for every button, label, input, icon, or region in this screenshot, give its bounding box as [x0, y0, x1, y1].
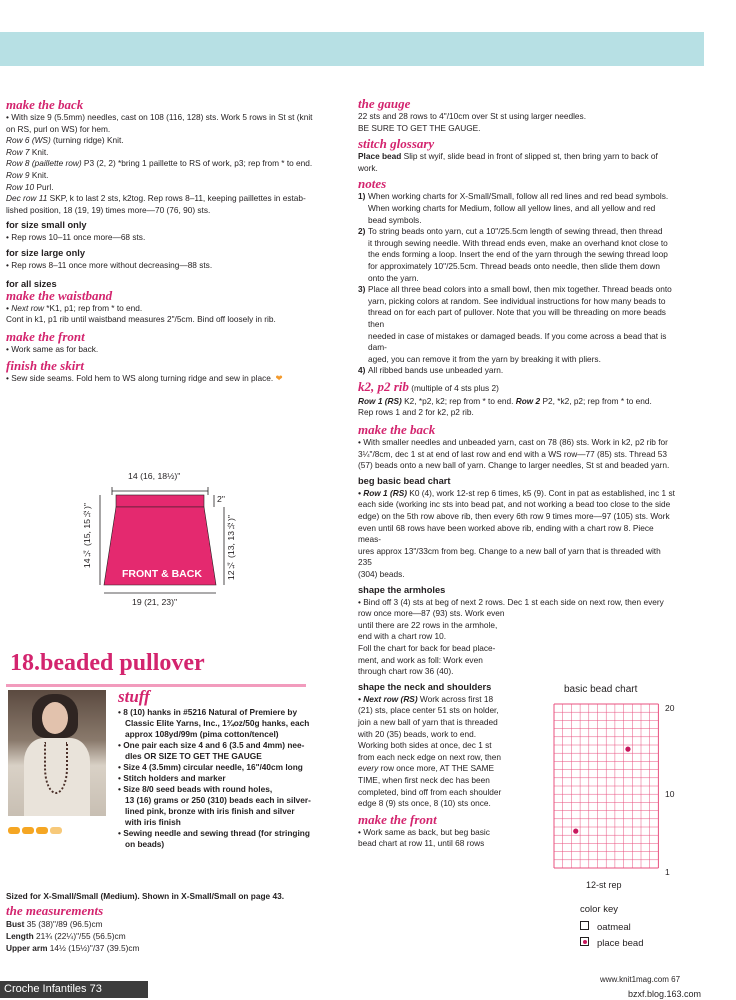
- pfront-line: bead chart at row 11, until 68 rows: [358, 838, 485, 849]
- beg-line: • Row 1 (RS) K0 (4), work 12-st rep 6 times, k5 (9). Cont in pat as established, inc 1 st: [358, 487, 675, 498]
- small-heading: for size small only: [6, 220, 87, 231]
- finish-text: • Sew side seams. Fold hem to WS along turning ridge and sew in place. ❤: [6, 373, 283, 384]
- stuff-line: Classic Elite Yarns, Inc., 1¾oz/50g hanks, each: [125, 718, 310, 728]
- beg-line: edge) on the 5th row above rib, then every 6th row 9 times more—97 (105) sts. Work: [358, 511, 670, 522]
- neck-line: TIME, when first neck dec has been: [358, 774, 490, 785]
- stuff-line: • Sewing needle and sewing thread (for stringing: [118, 828, 310, 838]
- row6-line: Row 6 (WS) (turning ridge) Knit.: [6, 135, 124, 146]
- upper-arm-line: Upper arm 14½ (15½)"/37 (39.5)cm: [6, 943, 140, 953]
- sized-line: Sized for X-Small/Small (Medium). Shown in X-Small/Small on page 43.: [6, 891, 284, 901]
- note-3: 3) Place all three bead colors into a small bowl, then mix together. Thread beads onto: [358, 284, 672, 295]
- header-band: [0, 32, 704, 66]
- glossary-line-2: work.: [358, 162, 378, 173]
- bead-chart: [540, 680, 700, 950]
- pback-line: (57) beads onto a new ball of yarn. Change to larger needles, St st and beaded yarn.: [358, 460, 670, 471]
- neck-line: (21) sts, place center 51 sts on holder,: [358, 705, 499, 716]
- stuff-line: on beads): [125, 839, 165, 849]
- skirt-schematic: [82, 465, 250, 615]
- rib-heading: k2, p2 rib (multiple of 4 sts plus 2): [358, 378, 499, 394]
- front-text: • Work same as for back.: [6, 343, 99, 354]
- small-text: • Rep rows 10–11 once more—68 sts.: [6, 232, 146, 243]
- note-2: 2) To string beads onto yarn, cut a 10"/25.5cm length of sewing thread, then thread: [358, 226, 663, 237]
- note-1-line: When working charts for Medium, follow all yellow lines, and all yellow and red: [368, 202, 656, 213]
- row-label-1: 1: [665, 867, 670, 877]
- pfront-line: • Work same as back, but beg basic: [358, 826, 490, 837]
- neck-line: join a new ball of yarn that is threaded: [358, 716, 498, 727]
- stuff-line: • Size 4 (3.5mm) circular needle, 16"/40cm long: [118, 762, 303, 772]
- beg-line: even until 68 rows have been worked above rib, ending with a chart row 8. Piece meas-: [358, 522, 654, 545]
- stuff-line: approx 108yd/99m (pima cotton/tencel): [125, 729, 279, 739]
- all-heading: for all sizes: [6, 278, 57, 289]
- neck-line: • Next row (RS) Work across first 18: [358, 693, 494, 704]
- back-text-1: • With size 9 (5.5mm) needles, cast on 108 (116, 128) sts. Work 5 rows in St st (knit: [6, 112, 313, 122]
- waistband-heading: make the waistband: [6, 287, 113, 303]
- skill-icon: [8, 827, 20, 834]
- glossary-line: Place bead Slip st wyif, slide bead in front of slipped st, then bring yarn to back of: [358, 151, 658, 162]
- stuff-heading: stuff: [118, 687, 150, 706]
- stuff-line: • Stitch holders and marker: [118, 773, 226, 783]
- materials-list: [118, 686, 338, 850]
- note-3-line: needed in case of mistakes or damaged beads. If you come across a bead that is dam-: [368, 330, 667, 353]
- neck-line: from each neck edge on next row, then: [358, 751, 501, 762]
- note-3-line: thread on for each part of pullover. Note that you will be threading on more beads then: [368, 307, 666, 329]
- skirt-piece-label: FRONT & BACK: [122, 568, 202, 580]
- note-2-line: onto the yarn.: [368, 272, 419, 283]
- bead-chart-grid: [540, 700, 700, 900]
- glossary-heading: stitch glossary: [358, 136, 435, 152]
- skill-icon: [50, 827, 62, 834]
- note-3-line: aged, you can remove it from the yarn by breaking it with pliers.: [368, 353, 601, 364]
- note-1: 1) When working charts for X-Small/Small, follow all red lines and red bead symbols.: [358, 191, 669, 202]
- finish-heading: finish the skirt: [6, 358, 85, 374]
- armholes-heading: shape the armholes: [358, 584, 446, 595]
- waist-line: • Next row *K1, p1; rep from * to end.: [6, 302, 143, 313]
- front-heading: make the front: [6, 328, 85, 344]
- row7-line: Row 7 Knit.: [6, 146, 49, 157]
- arm-line: until there are 22 rows in the armhole,: [358, 619, 498, 630]
- back-text-2: on RS, purl on WS) for hem.: [6, 123, 111, 134]
- skill-icon: [22, 827, 34, 834]
- stuff-line: dles OR SIZE TO GET THE GAUGE: [125, 751, 262, 761]
- skirt-left-length: 14¼ (15, 15½)": [82, 503, 92, 569]
- neck-line: with 20 (35) beads, work to end.: [358, 728, 477, 739]
- row9-line: Row 9 Knit.: [6, 169, 49, 180]
- neck-heading: shape the neck and shoulders: [358, 681, 492, 692]
- arm-line: through chart row 36 (40).: [358, 666, 454, 677]
- beg-line: each side (working inc sts into bead pat, and not working a bead too close to the side: [358, 499, 671, 510]
- beg-line: ures approx 13"/33cm from beg. Change to a new ball of yarn that is threaded with 235: [358, 545, 661, 568]
- bead-mark: [573, 829, 578, 834]
- beg-line: (304) beads.: [358, 569, 405, 579]
- rib-line: Row 1 (RS) K2, *p2, k2; rep from * to end. Row 2 P2, *k2, p2; rep from * to end.: [358, 395, 652, 406]
- skill-icon: [36, 827, 48, 834]
- large-heading: for size large only: [6, 247, 86, 258]
- row-label-10: 10: [665, 789, 675, 799]
- pullover-title: 18.beaded pullover: [10, 650, 205, 676]
- arm-line: • Bind off 3 (4) sts at beg of next 2 rows. Dec 1 st each side on next row, then every: [358, 596, 664, 607]
- oatmeal-swatch-icon: [580, 921, 589, 930]
- note-1-line: bead symbols.: [368, 214, 422, 225]
- arm-line: ment, and work as foll: Work even: [358, 654, 483, 665]
- blog-url: bzxf.blog.163.com: [628, 989, 702, 999]
- gauge-text-2: BE SURE TO GET THE GAUGE.: [358, 122, 481, 133]
- note-2-line: for approximately 10"/25.5cm. Thread beads onto needle, then slide them down: [368, 260, 660, 271]
- neck-line: every row once more, AT THE SAME: [358, 763, 495, 774]
- large-text: • Rep rows 8–11 once more without decreasing—88 sts.: [6, 259, 213, 270]
- dec-line-2: lished position, 18 (19, 19) times more—70 (76, 90) sts.: [6, 204, 211, 215]
- page-number: www.knit1mag.com 67: [600, 975, 681, 984]
- row-label-20: 20: [665, 703, 675, 713]
- notes-heading: notes: [358, 176, 387, 192]
- row10-line: Row 10 Purl.: [6, 181, 54, 192]
- arm-line: Foll the chart for back for bead place-: [358, 642, 496, 653]
- bead-chart-title: basic bead chart: [564, 684, 638, 695]
- skirt-top-width: 14 (16, 18½)": [128, 471, 181, 481]
- bead-chart-heading: beg basic bead chart: [358, 475, 451, 486]
- rib-line-2: Rep rows 1 and 2 for k2, p2 rib.: [358, 407, 474, 418]
- stuff-line: 13 (16) grams or 250 (310) beads each in silver-: [125, 795, 311, 805]
- neck-line: Working both sides at once, dec 1 st: [358, 740, 492, 751]
- skirt-right-length: 12¼ (13, 13½)": [226, 515, 236, 581]
- note-4: 4) All ribbed bands use unbeaded yarn.: [358, 365, 504, 376]
- back-heading: make the back: [6, 97, 84, 112]
- note-3-line: yarn, picking colors at random. See individual instructions for how many beads to: [368, 295, 666, 306]
- color-key-title: color key: [580, 904, 619, 915]
- neck-line: edge 8 (9) sts once, 8 (10) sts once.: [358, 798, 491, 809]
- skirt-bottom-width: 19 (21, 23)": [132, 597, 178, 607]
- watermark-footer: Croche Infantiles 73: [0, 981, 148, 998]
- end-heart-icon: ❤: [275, 373, 283, 384]
- row8-line: Row 8 (paillette row) P3 (2, 2) *bring 1 paillette to RS of work, p3; rep from * to end.: [6, 158, 313, 169]
- neck-line: completed, bind off from each shoulder: [358, 786, 502, 797]
- key-place-bead: place bead: [580, 937, 643, 949]
- stuff-line: • One pair each size 4 and 6 (3.5 and 4mm) nee-: [118, 740, 305, 750]
- length-line: Length 21¾ (22¼)"/55 (56.5)cm: [6, 931, 126, 941]
- arm-line: end with a chart row 10.: [358, 631, 447, 642]
- key-oatmeal: oatmeal: [580, 921, 631, 933]
- skill-level-icons: [8, 821, 64, 839]
- bust-line: Bust 35 (38)"/89 (96.5)cm: [6, 919, 103, 929]
- skirt-waist-height: 2": [217, 494, 225, 504]
- stuff-line: • Size 8/0 seed beads with round holes,: [118, 784, 273, 794]
- waist-line-2: Cont in k1, p1 rib until waistband measures 2"/5cm. Bind off loosely in rib.: [6, 314, 276, 325]
- measurements-heading: the measurements: [6, 903, 104, 918]
- note-2-line: the ends forming a loop. Insert the end of the yarn through the sewing thread loop: [368, 249, 668, 260]
- model-photo: [8, 690, 106, 816]
- repeat-label: 12-st rep: [586, 880, 622, 890]
- measurements-block: [6, 890, 344, 954]
- left-column: [6, 96, 344, 385]
- pullover-front-heading: make the front: [358, 811, 437, 827]
- pback-line: • With smaller needles and unbeaded yarn, cast on 78 (86) sts. Work in k2, p2 rib for: [358, 437, 668, 448]
- stuff-line: lined pink, bronze with iris finish and silver: [125, 806, 295, 816]
- note-2-line: it through sewing needle. With thread ends even, make an overhand knot close to: [368, 237, 668, 248]
- gauge-text: 22 sts and 28 rows to 4"/10cm over St st using larger needles.: [358, 111, 587, 121]
- pullover-back-heading: make the back: [358, 422, 436, 438]
- stuff-line: • 8 (10) hanks in #5216 Natural of Premiere by: [118, 707, 298, 717]
- bead-mark: [625, 747, 630, 752]
- arm-line: row once more—87 (93) sts. Work even: [358, 608, 505, 619]
- gauge-heading: the gauge: [358, 96, 411, 111]
- pback-line: 3¼"/8cm, dec 1 st at end of last row and end with a WS row—77 (85) sts. Thread 53: [358, 448, 668, 459]
- stuff-line: with iris finish: [125, 817, 181, 827]
- bead-swatch-icon: [580, 937, 589, 946]
- dec-line: Dec row 11 SKP, k to last 2 sts, k2tog. Rep rows 8–11, keeping paillettes in estab-: [6, 193, 306, 204]
